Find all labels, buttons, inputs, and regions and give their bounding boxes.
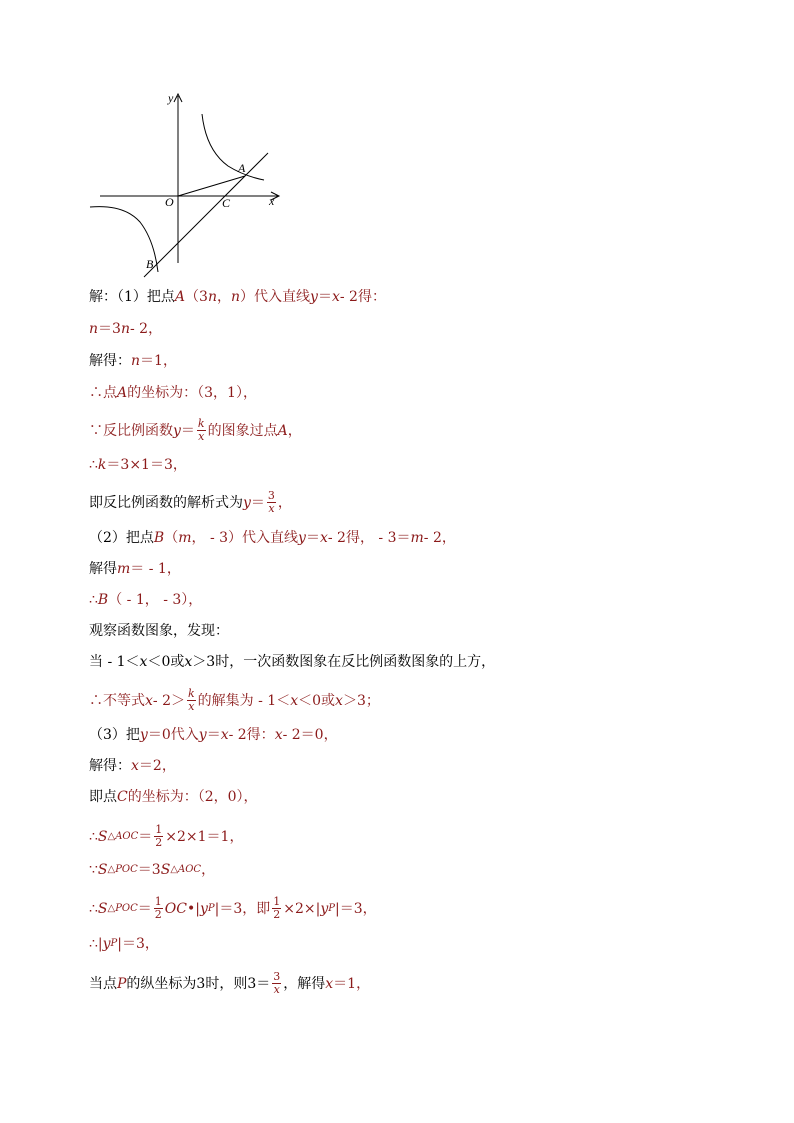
frac-num: 3	[273, 970, 281, 983]
var: n	[89, 321, 99, 337]
text: ，	[287, 422, 302, 439]
graph-svg	[86, 88, 286, 278]
text: ＝0代入	[147, 727, 199, 743]
text: 即点	[89, 789, 117, 805]
var: m	[410, 530, 424, 546]
solution-line-16	[89, 788, 258, 806]
text: - 2得：	[339, 289, 386, 305]
solution-line-5	[89, 418, 302, 443]
var: S	[160, 862, 171, 878]
text: ＝	[137, 900, 152, 917]
text: ∴	[89, 457, 98, 473]
solution-line-1	[89, 288, 386, 306]
subscript: △AOC	[107, 830, 139, 842]
frac-num: 1	[154, 895, 162, 908]
text: ）代入直线	[240, 289, 311, 305]
var: A	[277, 422, 288, 439]
text: - 2，	[129, 321, 163, 337]
text: ＝	[250, 494, 265, 511]
text: |＝3，	[335, 900, 377, 917]
text: 当 - 1＜	[89, 654, 140, 670]
var: n	[231, 289, 241, 305]
solution-line-10	[89, 591, 202, 609]
text: ∵反比例函数	[89, 422, 173, 439]
var: x	[331, 289, 340, 305]
text: |＝3，即	[214, 900, 271, 917]
frac-num: 1	[273, 895, 281, 908]
frac-num: 1	[155, 823, 163, 836]
text: 解得：	[89, 353, 131, 369]
text: ∴	[89, 900, 98, 917]
solution-line-19	[89, 896, 377, 921]
solution-line-21	[89, 971, 370, 996]
text: ＝	[206, 727, 221, 743]
var: A	[117, 385, 128, 401]
var: y	[102, 936, 111, 952]
text: ， - 3）代入直线	[191, 530, 299, 546]
var: P	[117, 975, 127, 992]
text: 解得：	[89, 758, 131, 774]
text: 的解集为 - 1＜	[197, 692, 291, 709]
fraction	[154, 824, 163, 849]
text: ，	[201, 862, 216, 878]
text: ＞3；	[342, 692, 380, 709]
solution-line-4	[89, 384, 257, 402]
subscript: △POC	[107, 902, 138, 914]
text: ＝ - 1，	[130, 561, 181, 577]
solution-line-12	[89, 653, 495, 671]
subscript: △POC	[107, 864, 138, 875]
text: ∴|	[89, 936, 103, 952]
text: ∴点	[89, 385, 117, 401]
text: ＜0或	[147, 654, 185, 670]
var: A	[174, 289, 186, 305]
text: ，	[217, 289, 231, 305]
solution-line-2	[89, 320, 162, 338]
text: 的坐标为：（2，0），	[127, 789, 258, 805]
text: ∵	[89, 862, 98, 878]
text: ＝3	[137, 862, 161, 878]
var: x	[145, 692, 153, 709]
frac-den: 2	[273, 908, 281, 921]
text: ＝	[138, 828, 153, 845]
text: 的坐标为：（3，1），	[127, 385, 257, 401]
label-axis-x: x	[269, 194, 275, 208]
subscript: △AOC	[170, 864, 202, 875]
frac-den: 2	[155, 836, 163, 849]
var: C	[117, 789, 128, 805]
fraction	[272, 971, 281, 996]
solution-line-8	[89, 529, 456, 547]
text: ∴	[89, 592, 98, 608]
var: x	[131, 758, 139, 774]
var: m	[178, 530, 192, 546]
text: 的图象过点	[207, 422, 278, 439]
frac-den: 2	[154, 908, 162, 921]
text: ＞3时，一次函数图象在反比例函数图象的上方，	[192, 654, 496, 670]
text: ，解得	[283, 975, 326, 992]
label-origin-o: O	[165, 195, 174, 209]
var: n	[131, 353, 141, 369]
var: x	[319, 530, 328, 546]
var: x	[220, 727, 229, 743]
text: ＝1，	[140, 353, 177, 369]
text: ＝3×1＝3，	[106, 457, 187, 473]
fraction	[272, 896, 281, 921]
text: （2）把点	[89, 530, 154, 546]
text: （3	[185, 289, 208, 305]
var: S	[97, 862, 108, 878]
var: y	[199, 900, 208, 917]
text: •|	[187, 900, 200, 917]
frac-num: k	[197, 417, 205, 430]
var: n	[207, 289, 217, 305]
var: y	[198, 727, 207, 743]
text: （3）把	[89, 727, 140, 743]
solution-line-3	[89, 352, 177, 370]
frac-num: k	[188, 687, 195, 700]
text: ＝2，	[138, 758, 176, 774]
text: ×2×|	[283, 900, 321, 917]
var: OC	[164, 900, 187, 917]
text: - 2得：	[228, 727, 275, 743]
var: x	[139, 654, 148, 670]
fraction	[267, 490, 276, 515]
solution-line-7	[89, 490, 292, 515]
label-point-c: C	[222, 196, 231, 210]
var: n	[120, 321, 130, 337]
var: y	[243, 494, 251, 511]
var: S	[97, 900, 108, 917]
fraction	[154, 896, 163, 921]
text: （	[164, 530, 179, 546]
solution-line-20	[89, 935, 159, 953]
text: 解：（1）把点	[89, 289, 175, 305]
text: - 2得， - 3＝	[327, 530, 411, 546]
subscript: P	[328, 902, 336, 914]
text: - 2，	[423, 530, 456, 546]
var: m	[117, 561, 131, 577]
hyperbola-branch-upper	[202, 114, 264, 180]
text: 的纵坐标为3时，则3＝	[126, 975, 271, 992]
text: - 2＝0，	[282, 727, 338, 743]
label-point-b: B	[146, 257, 154, 271]
text: ＝	[317, 289, 332, 305]
text: ＜0或	[298, 692, 336, 709]
line-ab	[144, 153, 268, 277]
var: x	[274, 727, 283, 743]
subscript: P	[207, 902, 215, 914]
subscript: P	[110, 938, 118, 949]
var: x	[335, 692, 343, 709]
text: ，	[277, 494, 292, 511]
text: - 2＞	[152, 692, 185, 709]
text: ∴	[89, 828, 98, 845]
var: y	[310, 289, 318, 305]
label-point-a: A	[238, 161, 246, 175]
text: 解得	[89, 561, 117, 577]
solution-line-11	[89, 622, 229, 640]
var: y	[320, 900, 329, 917]
text: ＝	[305, 530, 320, 546]
solution-line-14	[89, 726, 338, 744]
solution-line-13	[89, 688, 380, 713]
text: ＝1，	[333, 975, 371, 992]
var: y	[139, 727, 148, 743]
text: 当点	[89, 975, 117, 992]
var: k	[97, 457, 107, 473]
text: 即反比例函数的解析式为	[89, 494, 243, 511]
var: B	[97, 592, 109, 608]
var: S	[97, 828, 108, 845]
solution-line-15	[89, 757, 176, 775]
text: 观察函数图象，发现：	[89, 623, 229, 639]
var: x	[325, 975, 334, 992]
frac-den: x	[188, 700, 195, 713]
label-axis-y: y	[168, 91, 174, 105]
solution-line-9	[89, 560, 181, 578]
frac-den: x	[198, 430, 205, 443]
frac-den: x	[273, 983, 280, 996]
text: （ - 1， - 3），	[108, 592, 203, 608]
solution-line-6	[89, 456, 187, 474]
solution-line-17	[89, 824, 243, 849]
var: B	[153, 530, 165, 546]
var: x	[290, 692, 299, 709]
var: y	[298, 530, 306, 546]
var: x	[184, 654, 193, 670]
text: ∴不等式	[89, 692, 145, 709]
text: |＝3，	[117, 936, 159, 952]
text: ＝3	[98, 321, 121, 337]
text: ×2×1＝1，	[165, 828, 244, 845]
var: y	[173, 422, 181, 439]
text: ＝	[180, 422, 195, 439]
function-graph-figure	[86, 88, 286, 278]
frac-den: x	[268, 502, 275, 515]
fraction	[197, 418, 206, 443]
fraction	[187, 688, 196, 713]
solution-line-18	[89, 861, 215, 879]
frac-num: 3	[267, 489, 275, 502]
